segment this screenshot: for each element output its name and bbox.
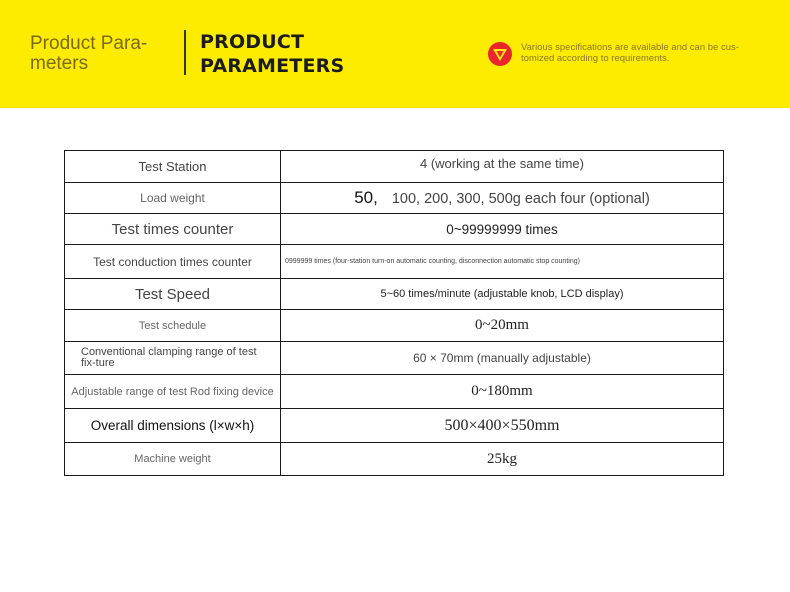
table-row	[65, 214, 724, 245]
spec-label: Adjustable range of test Rod fixing device	[65, 375, 281, 409]
spec-label: Machine weight	[65, 443, 281, 476]
spec-label: Test Speed	[65, 279, 281, 310]
table-row	[65, 342, 724, 375]
table-row	[65, 279, 724, 310]
spec-value: 4 (working at the same time)	[281, 151, 724, 183]
table-row	[65, 245, 724, 279]
spec-label: Conventional clamping range of test fix-ture	[65, 342, 281, 375]
spec-label: Overall dimensions (l×w×h)	[65, 409, 281, 443]
page-title-line-2: PARAMETERS	[200, 55, 345, 77]
spec-label: Test conduction times counter	[65, 245, 281, 279]
title-divider	[184, 30, 186, 75]
spec-value: 500×400×550mm	[281, 409, 724, 443]
spec-value: 0999999 times (four-station turn-on automatic counting, disconnection automatic stop counting)	[281, 245, 724, 279]
triangle-badge-icon	[487, 41, 513, 67]
customization-note: Various specifications are available and can be cus-tomized according to requirements.	[521, 42, 739, 64]
spec-value: 25kg	[281, 443, 724, 476]
spec-value-rest: 100, 200, 300, 500g each four (optional)	[391, 191, 650, 207]
spec-label: Test Station	[65, 151, 281, 183]
spec-value: 60 × 70mm (manually adjustable)	[281, 342, 724, 375]
table-row	[65, 151, 724, 183]
page-title	[200, 30, 400, 78]
table-row	[65, 409, 724, 443]
spec-table	[64, 150, 724, 476]
spec-label: Load weight	[65, 183, 281, 214]
spec-value: 5~60 times/minute (adjustable knob, LCD display)	[281, 279, 724, 310]
table-row	[65, 310, 724, 342]
table-row	[65, 183, 724, 214]
spec-value: 0~180mm	[281, 375, 724, 409]
spec-value-lead: 50,	[354, 188, 378, 207]
table-row	[65, 375, 724, 409]
spec-label: Test times counter	[65, 214, 281, 245]
page-title-line-1: PRODUCT	[200, 31, 305, 53]
page-title-localized: Product Para-meters	[30, 33, 148, 74]
table-row	[65, 443, 724, 476]
spec-value	[281, 183, 724, 214]
spec-value: 0~99999999 times	[281, 214, 724, 245]
spec-value: 0~20mm	[281, 310, 724, 342]
spec-label: Test schedule	[65, 310, 281, 342]
